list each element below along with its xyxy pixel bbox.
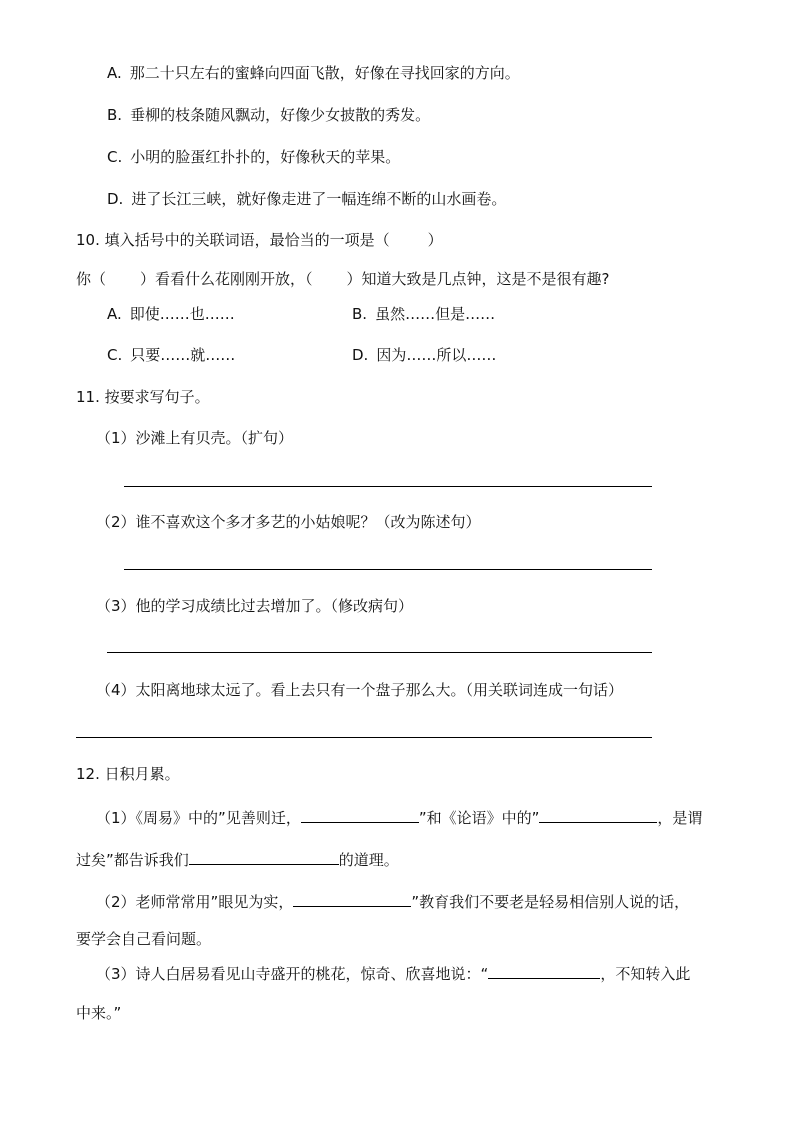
question-number: 11. [76,388,100,406]
item-label: （4） [96,681,136,699]
item-text: 《周易》中的”见善则迁， [135,809,301,827]
sentence-part: ）知道大致是几点钟，这是不是很有趣? [346,270,610,288]
option-letter: A. [107,305,122,323]
q11-item-3 [96,599,413,614]
sentence-part: ）看看什么花刚刚开放，（ [140,270,313,288]
item-label: （1） [96,429,136,447]
item-text: 沙滩上有贝壳。（扩句） [135,429,294,447]
q12-item-3-line-1 [96,964,690,982]
item-text: ，是谓 [657,809,703,827]
q10-option-d [352,348,496,363]
question-stem-close: ） [427,231,443,249]
q11-item-2 [96,515,481,530]
item-label: （3） [96,965,136,983]
answer-line-4[interactable] [76,737,652,738]
item-label: （3） [96,597,136,615]
option-text: 只要……就…… [130,346,236,364]
option-letter: D. [352,346,369,364]
q11-item-1 [96,431,293,446]
option-text: 垂柳的枝条随风飘动，好像少女披散的秀发。 [130,106,431,124]
option-letter: D. [107,190,124,208]
item-label: （2） [96,893,136,911]
option-text: 那二十只左右的蜜蜂向四面飞散，好像在寻找回家的方向。 [129,64,520,82]
item-text: 太阳离地球太远了。看上去只有一个盘子那么大。（用关联词连成一句话） [135,681,624,699]
fill-blank[interactable] [539,808,657,823]
q10-option-a [107,307,235,322]
q10-stem [76,233,443,248]
item-label: （2） [96,513,136,531]
q12-title [76,767,180,782]
q9-option-c [107,150,400,165]
option-text: 小明的脸蛋红扑扑的，好像秋天的苹果。 [130,148,401,166]
fill-blank[interactable] [488,964,600,979]
option-letter: B. [107,106,123,124]
fill-blank[interactable] [293,892,411,907]
option-text: 进了长江三峡，就好像走进了一幅连绵不断的山水画卷。 [131,190,507,208]
q9-option-b [107,108,430,123]
item-text: 要学会自己看问题。 [76,930,212,948]
item-text: 他的学习成绩比过去增加了。（修改病句） [135,597,414,615]
q12-item-2-line-1 [96,892,689,910]
item-label: （1） [96,809,136,827]
option-text: 虽然……但是…… [375,305,496,323]
option-letter: C. [107,346,123,364]
fill-blank[interactable] [189,850,339,865]
q10-option-c [107,348,235,363]
q12-item-1-line-1 [96,808,702,826]
item-text: 诗人白居易看见山寺盛开的桃花，惊奇、欣喜地说：“ [135,965,489,983]
q11-title [76,390,210,405]
item-text: 谁不喜欢这个多才多艺的小姑娘呢？（改为陈述句） [135,513,481,531]
answer-line-1[interactable] [124,486,652,487]
q12-item-2-line-2 [76,932,211,947]
q9-option-d [107,192,506,207]
question-title: 日积月累。 [104,765,180,783]
item-text: ”和《论语》中的” [418,809,540,827]
fill-blank[interactable] [301,808,419,823]
item-text: 老师常常用”眼见为实， [135,893,294,911]
item-text: 的道理。 [338,851,399,869]
q12-item-3-line-2 [76,1006,121,1021]
answer-line-2[interactable] [124,569,652,570]
answer-line-3[interactable] [107,652,652,653]
sentence-part: 你（ [76,270,107,288]
item-text: ，不知转入此 [600,965,691,983]
q12-item-1-line-2 [76,850,399,868]
q11-item-4 [96,683,623,698]
option-letter: C. [107,148,123,166]
item-text: 过矣”都告诉我们 [76,851,189,869]
option-letter: A. [107,64,122,82]
option-text: 即使……也…… [129,305,235,323]
q10-sentence [76,272,610,287]
item-text: 中来。” [76,1004,122,1022]
option-text: 因为……所以…… [376,346,497,364]
q9-option-a [107,66,520,81]
item-text: ”教育我们不要老是轻易相信别人说的话， [411,893,690,911]
question-number: 12. [76,765,100,783]
option-letter: B. [352,305,368,323]
question-stem: 填入括号中的关联词语，最恰当的一项是（ [104,231,390,249]
question-number: 10. [76,231,100,249]
question-title: 按要求写句子。 [104,388,210,406]
q10-option-b [352,307,495,322]
